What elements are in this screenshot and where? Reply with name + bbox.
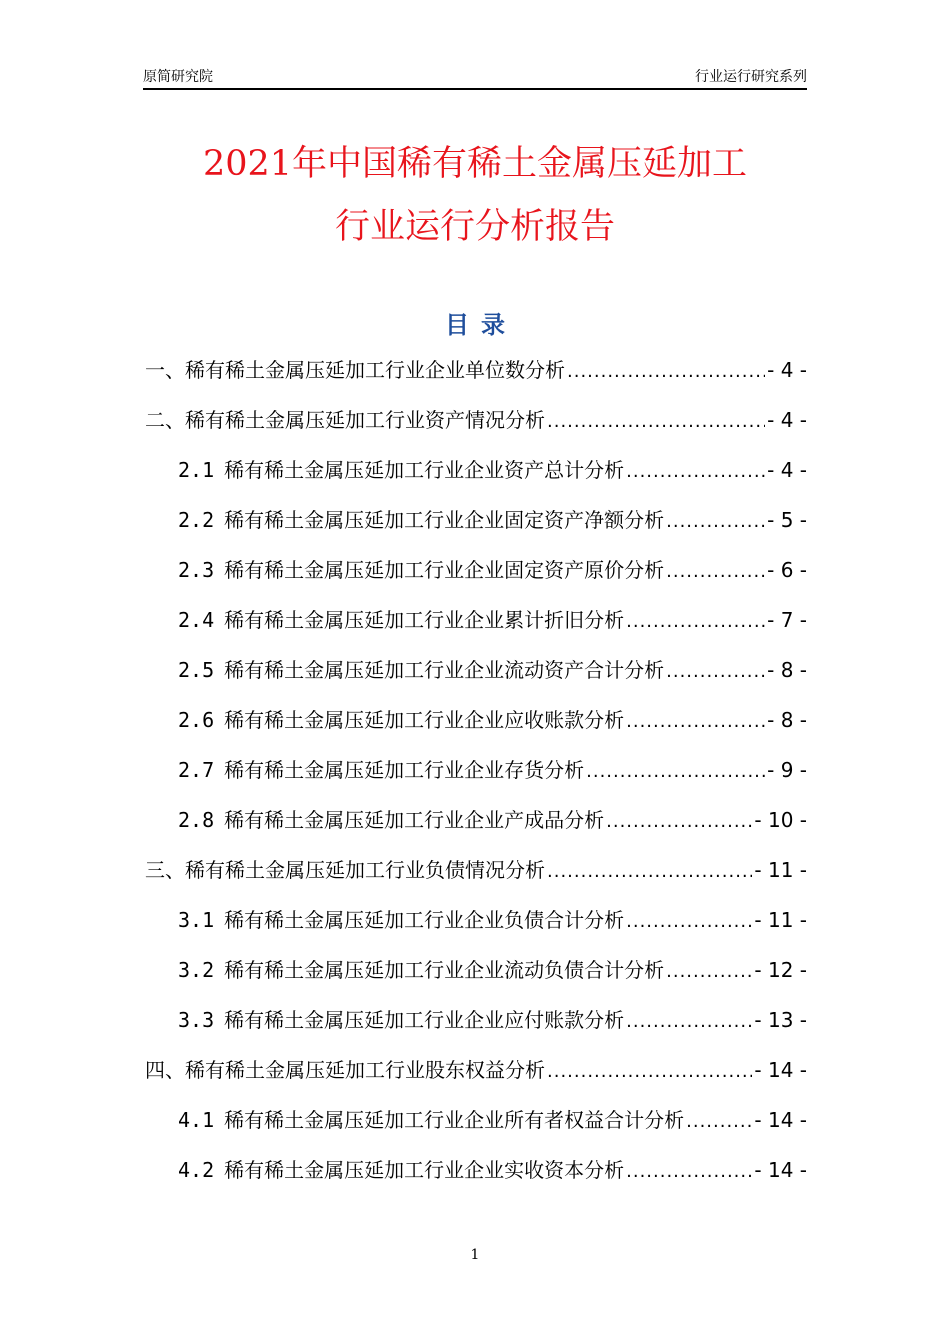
toc-dot-leader: [547, 1058, 752, 1086]
toc-entry-number: 2.3: [178, 558, 215, 582]
toc-entry-number: 2.4: [178, 608, 215, 632]
toc-entry-page: - 4 -: [767, 358, 807, 382]
toc-entry-page: - 8 -: [767, 708, 807, 732]
toc-entry-page: - 9 -: [767, 758, 807, 782]
toc-entry-number: 2.7: [178, 758, 215, 782]
toc-entry[interactable]: [178, 906, 807, 934]
toc-entry[interactable]: [178, 656, 807, 684]
toc-dot-leader: [666, 508, 765, 536]
toc-dot-leader: [626, 708, 765, 736]
toc-entry-page: - 12 -: [754, 958, 807, 982]
report-title-line-2: 行业运行分析报告: [334, 207, 615, 247]
toc-entry-number: 3.1: [178, 908, 215, 932]
toc-entry-page: - 13 -: [754, 1008, 807, 1032]
header-series-name: 行业运行研究系列: [695, 69, 807, 85]
toc-dot-leader: [547, 858, 752, 886]
toc-dot-leader: [626, 608, 765, 636]
toc-dot-leader: [626, 1008, 752, 1036]
toc-entry-number: 4.2: [178, 1158, 215, 1182]
toc-entry-number: 2.2: [178, 508, 215, 532]
toc-entry-page: - 14 -: [754, 1108, 807, 1132]
toc-dot-leader: [666, 958, 752, 986]
toc-entry[interactable]: [178, 1156, 807, 1184]
toc-entry-title: 四、稀有稀土金属压延加工行业股东权益分析: [145, 1058, 545, 1082]
toc-entry[interactable]: [178, 456, 807, 484]
toc-entry[interactable]: [145, 856, 807, 884]
toc-dot-leader: [547, 408, 765, 436]
toc-entry-title: 稀有稀土金属压延加工行业企业所有者权益合计分析: [224, 1108, 685, 1132]
toc-dot-leader: [686, 1108, 752, 1136]
toc-dot-leader: [606, 808, 752, 836]
toc-entry-number: 2.8: [178, 808, 215, 832]
toc-entry-title: 稀有稀土金属压延加工行业企业固定资产原价分析: [224, 558, 665, 582]
toc-entry[interactable]: [178, 706, 807, 734]
toc-entry-page: - 5 -: [767, 508, 807, 532]
toc-entry-title: 三、稀有稀土金属压延加工行业负债情况分析: [145, 858, 545, 882]
toc-entry[interactable]: [178, 606, 807, 634]
toc-entry-title: 稀有稀土金属压延加工行业企业应收账款分析: [224, 708, 625, 732]
toc-entry-page: - 6 -: [767, 558, 807, 582]
toc-dot-leader: [626, 1158, 752, 1186]
toc-entry-title: 稀有稀土金属压延加工行业企业实收资本分析: [224, 1158, 625, 1182]
toc-entry-number: 2.1: [178, 458, 215, 482]
toc-entry[interactable]: [178, 956, 807, 984]
toc-entry-title: 一、稀有稀土金属压延加工行业企业单位数分析: [145, 358, 565, 382]
toc-entry-title: 二、稀有稀土金属压延加工行业资产情况分析: [145, 408, 545, 432]
toc-entry-title: 稀有稀土金属压延加工行业企业固定资产净额分析: [224, 508, 665, 532]
toc-entry-page: - 14 -: [754, 1158, 807, 1182]
toc-entry-page: - 11 -: [754, 858, 807, 882]
toc-entry[interactable]: [178, 556, 807, 584]
toc-entry-page: - 4 -: [767, 408, 807, 432]
toc-entry[interactable]: [178, 1006, 807, 1034]
toc-entry-title: 稀有稀土金属压延加工行业企业产成品分析: [224, 808, 605, 832]
toc-entry[interactable]: [145, 356, 807, 384]
toc-entry[interactable]: [178, 756, 807, 784]
toc-entry-title: 稀有稀土金属压延加工行业企业流动资产合计分析: [224, 658, 665, 682]
toc-entry[interactable]: [178, 506, 807, 534]
toc-entry[interactable]: [178, 1106, 807, 1134]
toc-entry-number: 3.2: [178, 958, 215, 982]
toc-entry[interactable]: [145, 1056, 807, 1084]
toc-entry-page: - 4 -: [767, 458, 807, 482]
toc-dot-leader: [626, 458, 765, 486]
toc-entry-page: - 14 -: [754, 1058, 807, 1082]
toc-entry[interactable]: [178, 806, 807, 834]
toc-dot-leader: [666, 658, 765, 686]
toc-entry[interactable]: [145, 406, 807, 434]
toc-entry-title: 稀有稀土金属压延加工行业企业负债合计分析: [224, 908, 625, 932]
toc-entry-title: 稀有稀土金属压延加工行业企业资产总计分析: [224, 458, 625, 482]
toc-entry-title: 稀有稀土金属压延加工行业企业流动负债合计分析: [224, 958, 665, 982]
toc-entry-title: 稀有稀土金属压延加工行业企业累计折旧分析: [224, 608, 625, 632]
toc-entry-title: 稀有稀土金属压延加工行业企业存货分析: [224, 758, 585, 782]
toc-entry-page: - 8 -: [767, 658, 807, 682]
page-number: 1: [470, 1247, 480, 1263]
toc-entry-title: 稀有稀土金属压延加工行业企业应付账款分析: [224, 1008, 625, 1032]
report-title-line-1: 2021年中国稀有稀土金属压延加工: [202, 144, 748, 184]
toc-dot-leader: [666, 558, 765, 586]
toc-entry-number: 4.1: [178, 1108, 215, 1132]
toc-dot-leader: [567, 358, 765, 386]
toc-entry-number: 2.5: [178, 658, 215, 682]
toc-entry-number: 3.3: [178, 1008, 215, 1032]
toc-dot-leader: [626, 908, 752, 936]
toc-entry-page: - 11 -: [754, 908, 807, 932]
toc-dot-leader: [586, 758, 765, 786]
toc-entry-page: - 10 -: [754, 808, 807, 832]
toc-heading: 目录: [445, 311, 517, 339]
toc-entry-number: 2.6: [178, 708, 215, 732]
toc-entry-page: - 7 -: [767, 608, 807, 632]
header-org-name: 原简研究院: [143, 69, 213, 85]
